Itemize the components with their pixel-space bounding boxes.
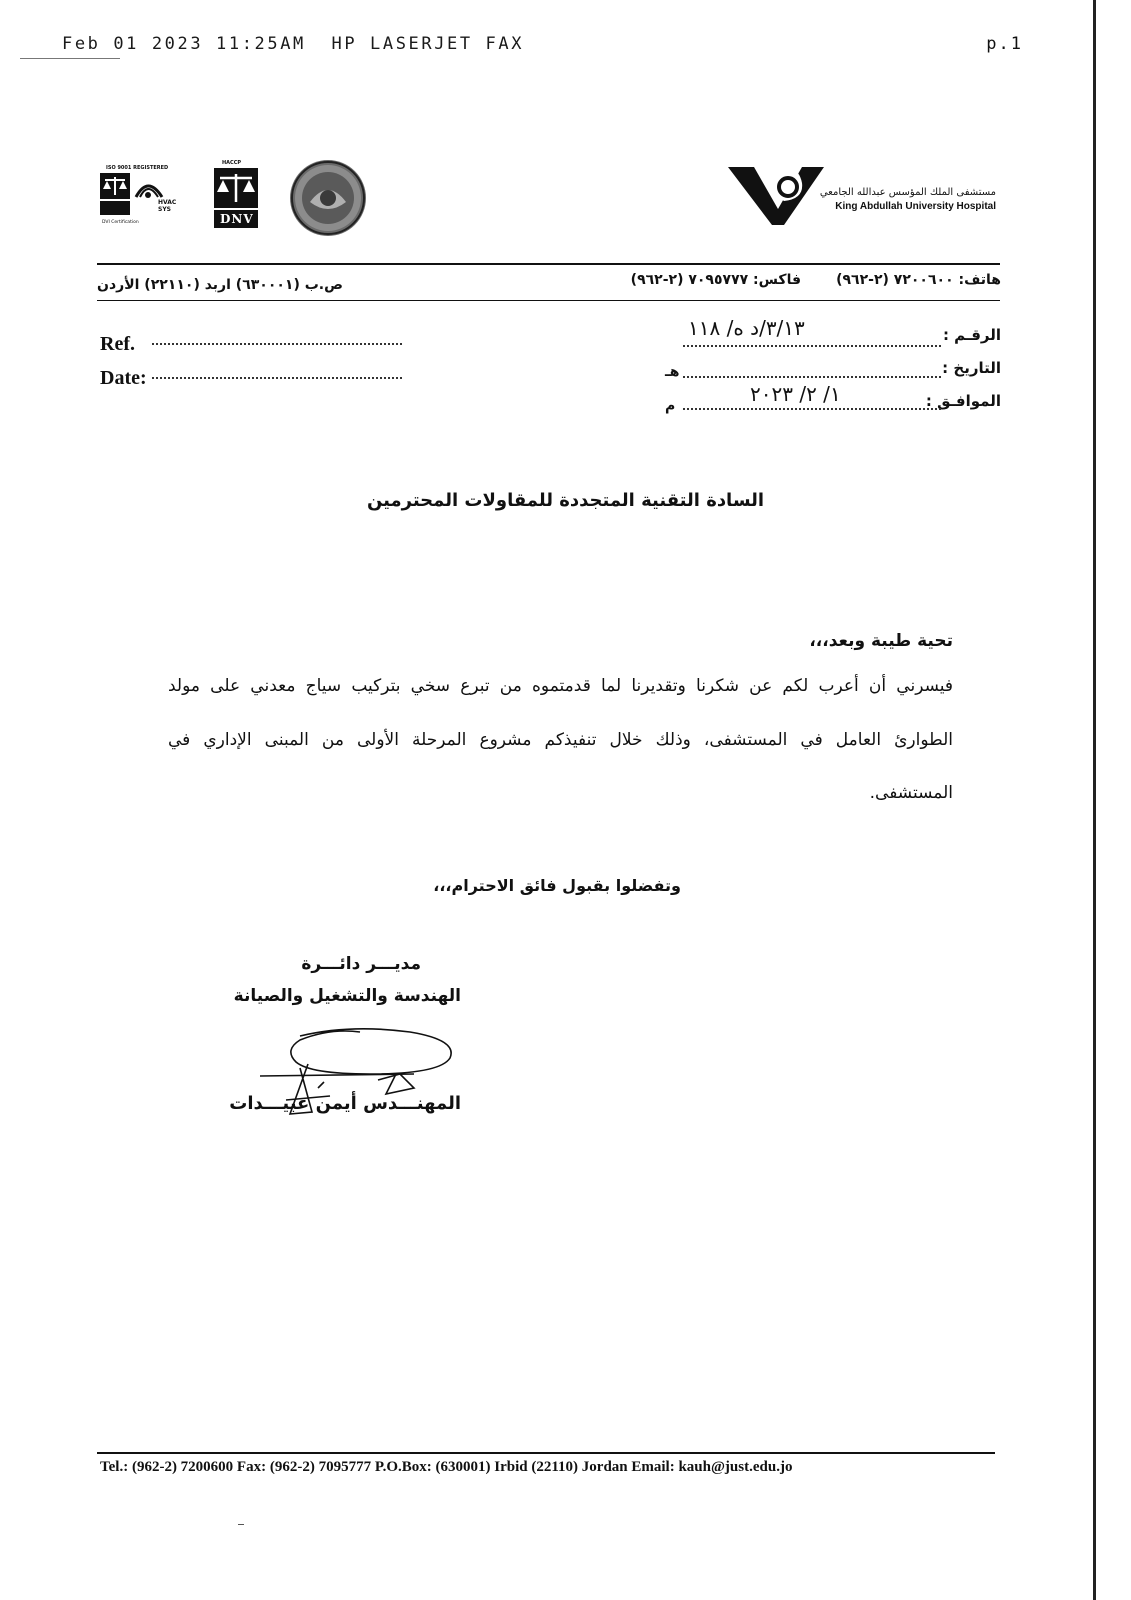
recipient-line: السادة التقنية المتجددة للمقاولات المحترمين [366,490,765,511]
fax-page-number: p.1 [986,34,1023,54]
hijri-date-label: التاريخ : [942,359,1001,377]
signer-title-line1: مديـــر دائـــرة [301,954,421,974]
greeting: تحية طيبة وبعد،،، [809,631,953,651]
header-divider-thin [97,300,1000,301]
header-address: ص.ب (٦٣٠٠٠١) اربد (٢٢١١٠) الأردن [97,277,343,293]
dnv-scales-icon [212,168,260,238]
iso-scales-icon [100,165,186,225]
scan-edge-line [1093,0,1096,1600]
iso-certification-logo [100,165,186,225]
hospital-logo [728,165,828,227]
gregorian-date-label: الموافـق : [925,392,1001,410]
gregorian-dotted-line [683,408,941,410]
body-line-2: الطوارئ العامل في المستشفى، وذلك خلال تنفيذكم مشروع المرحلة الأولى من المبنى الإداري في [168,730,953,750]
body-line-1: فيسرني أن أعرب لكم عن شكرنا وتقديرنا لما قدمتموه من تبرع سخي بتركيب سياج معدني على مولد [168,676,953,696]
scan-mark [20,58,120,59]
haccp-certification-label: HACCP [222,160,242,166]
date-dotted-line [152,377,402,379]
footer-divider [97,1452,995,1454]
hospital-name-english: King Abdullah University Hospital [835,201,996,212]
hvac-certification-label: HVAC SYS [158,199,177,213]
gregorian-date: ١/ ٢/ ٢٠٢٣ [750,382,841,406]
svg-text:DVI Certification: DVI Certification [102,220,139,225]
gregorian-suffix: م [665,398,676,414]
signer-name: المهنـــدس أيمن عبيـــدات [229,1093,461,1114]
hijri-suffix: هـ [665,364,680,380]
seal-emblem-icon [288,158,368,238]
ref-label: Ref. [100,333,135,355]
footer-contact: Tel.: (962-2) 7200600 Fax: (962-2) 7095777 P.O.Box: (630001) Irbid (22110) Jordan Email: kauh@just.edu.jo [100,1459,793,1475]
university-seal-logo [288,158,368,238]
hospital-emblem-icon [728,165,828,227]
iso-certification-label: ISO 9001 REGISTERED [106,165,169,171]
scan-speck [238,1524,244,1525]
number-label: الرقـم : [942,326,1001,344]
hijri-dotted-line [683,376,941,378]
ref-dotted-line [152,343,402,345]
dnv-certification-logo [212,160,260,238]
reference-number: ٣/١٣/د ه/ ١١٨ [688,316,805,340]
header-divider [97,263,1000,265]
closing-line: وتفضلوا بقبول فائق الاحترام،،، [433,876,681,895]
date-label: Date: [100,367,147,389]
dnv-certification-label: DNV [220,212,254,226]
signer-title-line2: الهندسة والتشغيل والصيانة [233,986,461,1006]
number-dotted-line [683,345,941,347]
body-line-3: المستشفى. [869,783,953,803]
header-fax: فاكس: ٧٠٩٥٧٧٧ (٢-٩٦٢) [630,272,801,288]
header-phone: هاتف: ٧٢٠٠٦٠٠ (٢-٩٦٢) [836,272,1001,288]
hospital-name-arabic: مستشفى الملك المؤسس عبدالله الجامعي [819,187,996,198]
fax-transmission-header: Feb 01 2023 11:25AM HP LASERJET FAX [62,34,525,54]
